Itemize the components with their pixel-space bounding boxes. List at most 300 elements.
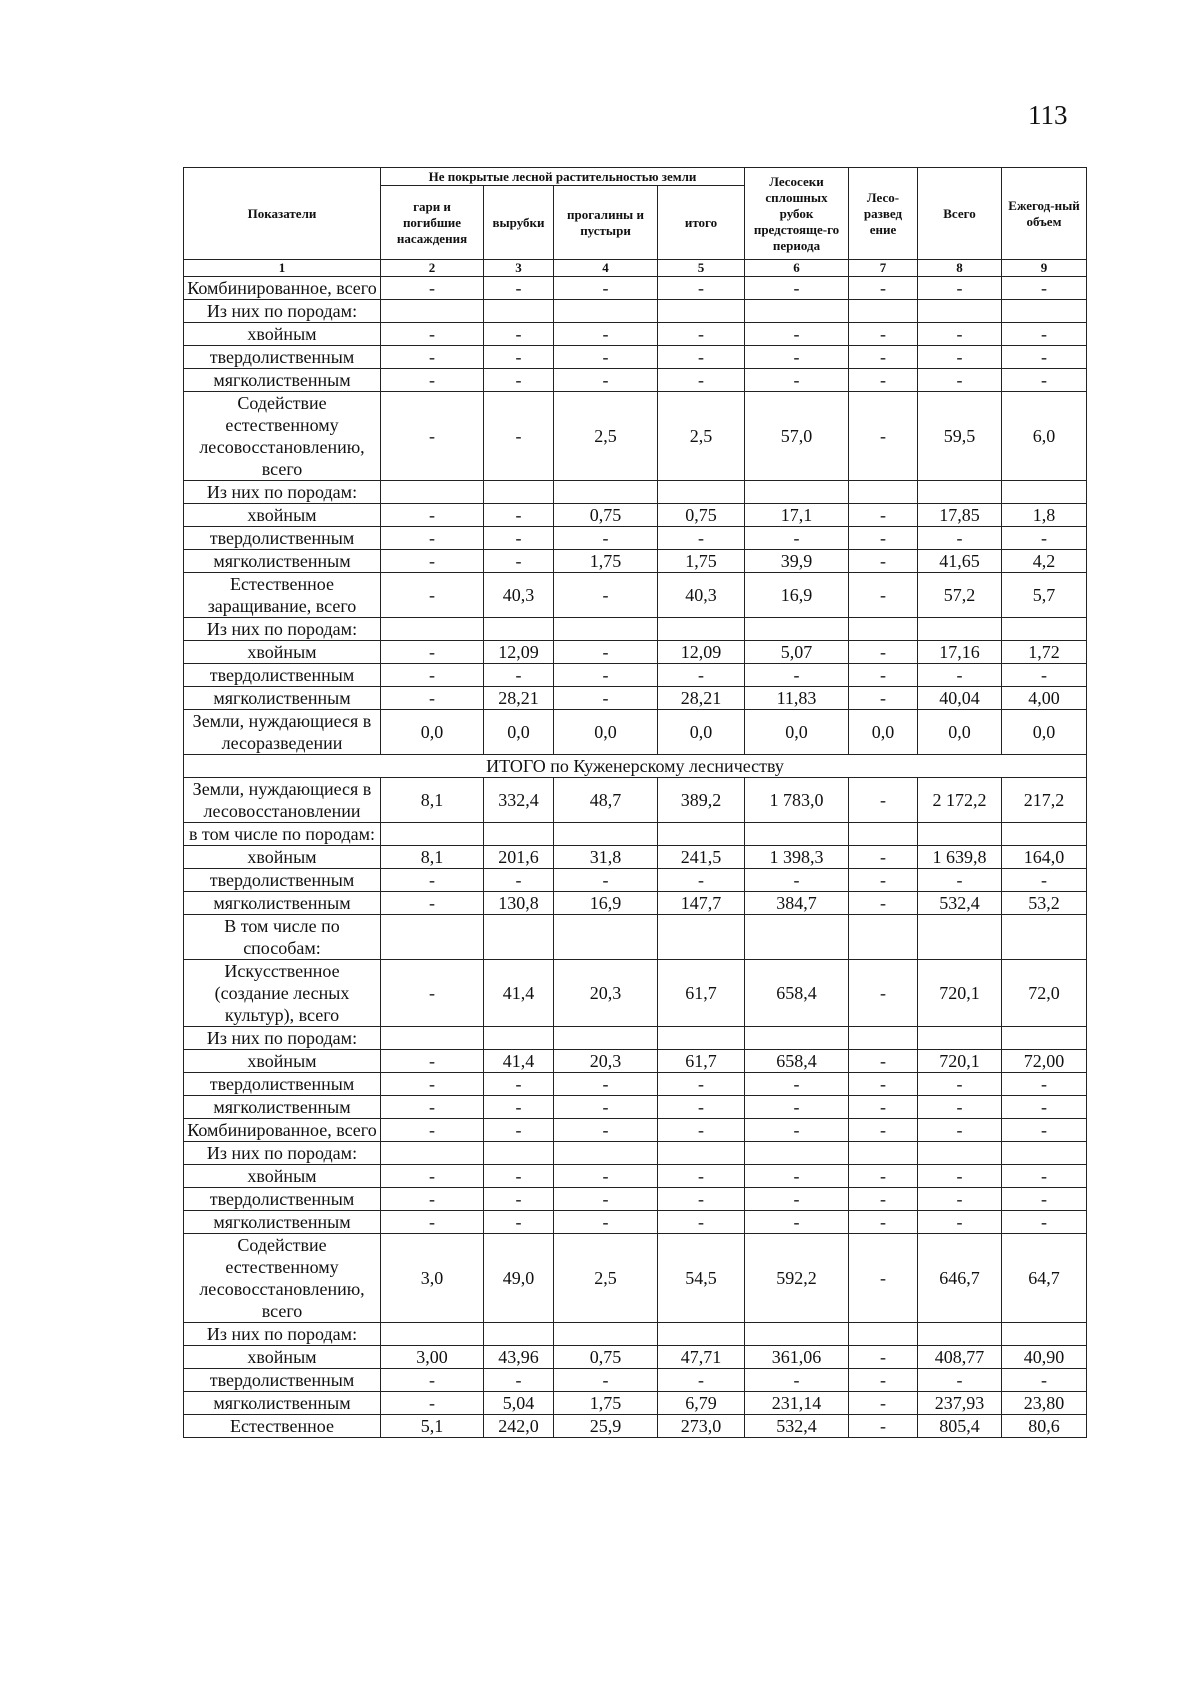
- table-cell: 5,07: [745, 641, 849, 664]
- row-label: хвойным: [184, 641, 381, 664]
- table-cell: 242,0: [484, 1415, 554, 1438]
- table-cell: -: [484, 527, 554, 550]
- table-cell: -: [1002, 1073, 1087, 1096]
- table-cell: 16,9: [745, 573, 849, 618]
- table-cell: 17,85: [918, 504, 1002, 527]
- table-row: [184, 618, 1087, 641]
- table-cell: [658, 300, 745, 323]
- table-cell: -: [918, 1369, 1002, 1392]
- table-cell: 17,1: [745, 504, 849, 527]
- row-label: мягколиственным: [184, 369, 381, 392]
- table-cell: 0,0: [381, 710, 484, 755]
- row-label: хвойным: [184, 323, 381, 346]
- table-cell: -: [554, 277, 658, 300]
- table-cell: -: [554, 1073, 658, 1096]
- table-row: [184, 778, 1087, 823]
- table-cell: 5,7: [1002, 573, 1087, 618]
- row-label: хвойным: [184, 1050, 381, 1073]
- table-cell: [381, 1142, 484, 1165]
- table-cell: 16,9: [554, 892, 658, 915]
- table-cell: -: [554, 1188, 658, 1211]
- table-cell: -: [745, 346, 849, 369]
- table-cell: -: [658, 346, 745, 369]
- table-cell: 0,0: [554, 710, 658, 755]
- table-cell: -: [849, 1188, 918, 1211]
- row-label: твердолиственным: [184, 664, 381, 687]
- table-cell: 28,21: [484, 687, 554, 710]
- table-cell: -: [658, 869, 745, 892]
- table-cell: 11,83: [745, 687, 849, 710]
- row-label: Содействие естественному лесовосстановлению, всего: [184, 1234, 381, 1323]
- table-cell: 1 398,3: [745, 846, 849, 869]
- table-cell: [1002, 481, 1087, 504]
- table-cell: [381, 823, 484, 846]
- table-cell: -: [849, 1211, 918, 1234]
- table-cell: -: [381, 550, 484, 573]
- table-cell: -: [658, 1073, 745, 1096]
- table-cell: -: [849, 369, 918, 392]
- table-cell: [918, 481, 1002, 504]
- table-row: [184, 892, 1087, 915]
- row-label: Естественное: [184, 1415, 381, 1438]
- table-row: [184, 1073, 1087, 1096]
- table-cell: 53,2: [1002, 892, 1087, 915]
- table-cell: 1,75: [554, 550, 658, 573]
- table-cell: -: [918, 1096, 1002, 1119]
- table-row: [184, 1392, 1087, 1415]
- table-cell: -: [918, 1188, 1002, 1211]
- table-cell: [484, 1027, 554, 1050]
- table-cell: -: [918, 664, 1002, 687]
- row-label: мягколиственным: [184, 687, 381, 710]
- table-cell: -: [484, 323, 554, 346]
- table-cell: 0,0: [658, 710, 745, 755]
- column-number: 1: [184, 260, 381, 277]
- table-cell: -: [849, 1119, 918, 1142]
- table-cell: -: [849, 550, 918, 573]
- table-cell: -: [849, 527, 918, 550]
- column-number: 2: [381, 260, 484, 277]
- table-cell: 592,2: [745, 1234, 849, 1323]
- table-cell: [658, 1323, 745, 1346]
- table-cell: -: [381, 1096, 484, 1119]
- table-cell: -: [381, 869, 484, 892]
- table-cell: [484, 1142, 554, 1165]
- table-cell: [484, 618, 554, 641]
- table-cell: [554, 300, 658, 323]
- table-cell: -: [849, 573, 918, 618]
- table-row: [184, 1027, 1087, 1050]
- table-cell: 48,7: [554, 778, 658, 823]
- table-row: [184, 846, 1087, 869]
- table-cell: -: [381, 892, 484, 915]
- table-row: [184, 869, 1087, 892]
- table-cell: 3,0: [381, 1234, 484, 1323]
- table-row: [184, 504, 1087, 527]
- table-cell: [849, 481, 918, 504]
- table-cell: -: [1002, 527, 1087, 550]
- row-label: Земли, нуждающиеся в лесоразведении: [184, 710, 381, 755]
- table-cell: -: [1002, 1119, 1087, 1142]
- table-cell: -: [849, 323, 918, 346]
- table-cell: -: [1002, 1188, 1087, 1211]
- row-label: В том числе по способам:: [184, 915, 381, 960]
- column-number: 3: [484, 260, 554, 277]
- table-cell: -: [1002, 369, 1087, 392]
- table-cell: -: [381, 323, 484, 346]
- table-cell: 0,0: [484, 710, 554, 755]
- table-cell: 1,75: [658, 550, 745, 573]
- table-cell: [484, 481, 554, 504]
- table-cell: 201,6: [484, 846, 554, 869]
- table-cell: 389,2: [658, 778, 745, 823]
- table-cell: 532,4: [918, 892, 1002, 915]
- table-cell: -: [849, 641, 918, 664]
- table-cell: [484, 1323, 554, 1346]
- table-cell: -: [745, 323, 849, 346]
- table-cell: -: [1002, 869, 1087, 892]
- header-clearings: вырубки: [484, 186, 554, 260]
- table-cell: -: [554, 1369, 658, 1392]
- table-cell: [554, 823, 658, 846]
- table-row: [184, 710, 1087, 755]
- table-row: [184, 369, 1087, 392]
- table-cell: -: [918, 1119, 1002, 1142]
- table-cell: -: [484, 1119, 554, 1142]
- table-cell: 41,65: [918, 550, 1002, 573]
- table-cell: -: [1002, 1369, 1087, 1392]
- table-cell: 217,2: [1002, 778, 1087, 823]
- table-cell: -: [381, 392, 484, 481]
- table-row: [184, 1165, 1087, 1188]
- table-row: [184, 960, 1087, 1027]
- table-cell: 57,0: [745, 392, 849, 481]
- table-cell: [658, 618, 745, 641]
- header-afforestation: Лесо-развед ение: [849, 168, 918, 260]
- table-cell: 720,1: [918, 1050, 1002, 1073]
- table-cell: -: [849, 1415, 918, 1438]
- table-cell: -: [918, 869, 1002, 892]
- table-cell: 20,3: [554, 960, 658, 1027]
- table-cell: 0,75: [554, 504, 658, 527]
- table-cell: [745, 915, 849, 960]
- row-label: мягколиственным: [184, 1096, 381, 1119]
- table-cell: [554, 1027, 658, 1050]
- column-number: 9: [1002, 260, 1087, 277]
- table-cell: 12,09: [484, 641, 554, 664]
- table-cell: -: [381, 527, 484, 550]
- row-label: твердолиственным: [184, 1073, 381, 1096]
- header-indicators: Показатели: [184, 168, 381, 260]
- row-label: хвойным: [184, 504, 381, 527]
- table-cell: 23,80: [1002, 1392, 1087, 1415]
- table-row: [184, 1188, 1087, 1211]
- table-cell: -: [658, 1211, 745, 1234]
- table-cell: [745, 300, 849, 323]
- table-cell: [745, 618, 849, 641]
- table-cell: 5,1: [381, 1415, 484, 1438]
- table-cell: -: [381, 664, 484, 687]
- table-cell: [554, 1142, 658, 1165]
- table-row: [184, 573, 1087, 618]
- row-label: хвойным: [184, 1346, 381, 1369]
- table-cell: [658, 915, 745, 960]
- table-row: [184, 1119, 1087, 1142]
- table-cell: -: [484, 550, 554, 573]
- table-cell: 61,7: [658, 1050, 745, 1073]
- row-label: Из них по породам:: [184, 1027, 381, 1050]
- table-cell: -: [918, 1165, 1002, 1188]
- row-label: мягколиственным: [184, 1211, 381, 1234]
- table-cell: -: [658, 527, 745, 550]
- table-cell: 0,0: [745, 710, 849, 755]
- table-cell: -: [1002, 1096, 1087, 1119]
- table-cell: [381, 300, 484, 323]
- table-cell: -: [849, 277, 918, 300]
- table-cell: -: [849, 687, 918, 710]
- table-cell: -: [745, 1165, 849, 1188]
- table-cell: 237,93: [918, 1392, 1002, 1415]
- table-cell: -: [554, 1211, 658, 1234]
- table-cell: 28,21: [658, 687, 745, 710]
- row-label: Из них по породам:: [184, 300, 381, 323]
- table-cell: 2,5: [554, 1234, 658, 1323]
- row-label: Земли, нуждающиеся в лесовосстановлении: [184, 778, 381, 823]
- row-label: Комбинированное, всего: [184, 1119, 381, 1142]
- table-cell: -: [484, 392, 554, 481]
- table-row: [184, 550, 1087, 573]
- header-glades: прогалины и пустыри: [554, 186, 658, 260]
- table-cell: 6,0: [1002, 392, 1087, 481]
- table-cell: -: [554, 641, 658, 664]
- table-cell: [745, 1027, 849, 1050]
- table-cell: -: [658, 1096, 745, 1119]
- table-cell: -: [849, 1096, 918, 1119]
- table-cell: [918, 618, 1002, 641]
- table-cell: [381, 1027, 484, 1050]
- table-cell: -: [849, 1392, 918, 1415]
- table-cell: -: [849, 504, 918, 527]
- table-cell: -: [554, 573, 658, 618]
- section-row: [184, 755, 1087, 778]
- table-cell: -: [381, 1050, 484, 1073]
- table-body: [184, 277, 1087, 1438]
- table-cell: -: [849, 892, 918, 915]
- table-cell: 0,0: [849, 710, 918, 755]
- table-cell: 40,3: [658, 573, 745, 618]
- table-cell: -: [554, 687, 658, 710]
- row-label: Естественное заращивание, всего: [184, 573, 381, 618]
- table-cell: -: [918, 346, 1002, 369]
- table-cell: -: [1002, 277, 1087, 300]
- table-cell: -: [381, 573, 484, 618]
- table-cell: -: [381, 1165, 484, 1188]
- table-cell: 1,72: [1002, 641, 1087, 664]
- table-cell: -: [554, 346, 658, 369]
- table-cell: 0,0: [1002, 710, 1087, 755]
- table-cell: -: [381, 1392, 484, 1415]
- table-cell: 2,5: [658, 392, 745, 481]
- table-cell: [918, 1027, 1002, 1050]
- table-cell: [1002, 1027, 1087, 1050]
- table-cell: -: [849, 1346, 918, 1369]
- table-row: [184, 323, 1087, 346]
- table-cell: [849, 1027, 918, 1050]
- table-cell: 0,0: [918, 710, 1002, 755]
- table-cell: -: [381, 1211, 484, 1234]
- table-cell: 20,3: [554, 1050, 658, 1073]
- table-cell: 0,75: [658, 504, 745, 527]
- table-cell: [1002, 915, 1087, 960]
- table-cell: 72,00: [1002, 1050, 1087, 1073]
- table-row: [184, 481, 1087, 504]
- table-cell: -: [918, 1073, 1002, 1096]
- table-cell: [918, 1323, 1002, 1346]
- table-cell: -: [918, 323, 1002, 346]
- table-cell: 39,9: [745, 550, 849, 573]
- table-cell: 57,2: [918, 573, 1002, 618]
- table-cell: -: [658, 664, 745, 687]
- header-subtotal: итого: [658, 186, 745, 260]
- table-cell: -: [849, 1369, 918, 1392]
- table-row: [184, 527, 1087, 550]
- row-label: твердолиственным: [184, 1369, 381, 1392]
- table-cell: -: [849, 392, 918, 481]
- table-cell: 241,5: [658, 846, 745, 869]
- table-cell: 43,96: [484, 1346, 554, 1369]
- table-cell: -: [554, 369, 658, 392]
- table-cell: 8,1: [381, 778, 484, 823]
- table-row: [184, 687, 1087, 710]
- section-title: ИТОГО по Куженерскому лесничеству: [184, 755, 1087, 778]
- table-cell: [849, 915, 918, 960]
- column-number: 8: [918, 260, 1002, 277]
- table-cell: -: [554, 323, 658, 346]
- table-cell: -: [484, 1369, 554, 1392]
- table-cell: -: [658, 1369, 745, 1392]
- table-cell: 720,1: [918, 960, 1002, 1027]
- row-label: мягколиственным: [184, 1392, 381, 1415]
- table-row: [184, 1096, 1087, 1119]
- table-cell: -: [381, 346, 484, 369]
- table-cell: [918, 915, 1002, 960]
- header-annual-volume: Ежегод-ный объем: [1002, 168, 1087, 260]
- table-cell: 2 172,2: [918, 778, 1002, 823]
- row-label: мягколиственным: [184, 892, 381, 915]
- table-cell: 1 783,0: [745, 778, 849, 823]
- table-cell: -: [849, 346, 918, 369]
- table-cell: -: [658, 1165, 745, 1188]
- table-cell: 658,4: [745, 960, 849, 1027]
- table-cell: [745, 823, 849, 846]
- table-cell: [554, 481, 658, 504]
- table-cell: -: [918, 369, 1002, 392]
- table-cell: 130,8: [484, 892, 554, 915]
- table-cell: -: [554, 1165, 658, 1188]
- table-cell: 47,71: [658, 1346, 745, 1369]
- table-cell: 12,09: [658, 641, 745, 664]
- table-cell: [849, 823, 918, 846]
- row-label: твердолиственным: [184, 527, 381, 550]
- table-row: [184, 915, 1087, 960]
- table-cell: -: [554, 1096, 658, 1119]
- table-cell: -: [918, 1211, 1002, 1234]
- table-cell: -: [484, 1211, 554, 1234]
- table-cell: [554, 1323, 658, 1346]
- table-row: [184, 1323, 1087, 1346]
- table-cell: -: [484, 346, 554, 369]
- table-row: [184, 664, 1087, 687]
- table-cell: [658, 1142, 745, 1165]
- table-cell: -: [745, 369, 849, 392]
- table-cell: [849, 618, 918, 641]
- table-cell: -: [745, 527, 849, 550]
- table-cell: -: [849, 1234, 918, 1323]
- row-label: Из них по породам:: [184, 1142, 381, 1165]
- row-label: Комбинированное, всего: [184, 277, 381, 300]
- table-cell: 31,8: [554, 846, 658, 869]
- table-cell: 6,79: [658, 1392, 745, 1415]
- table-cell: [745, 1323, 849, 1346]
- table-cell: -: [658, 323, 745, 346]
- table-cell: -: [745, 1188, 849, 1211]
- table-cell: -: [484, 664, 554, 687]
- table-cell: -: [849, 1050, 918, 1073]
- table-cell: 5,04: [484, 1392, 554, 1415]
- table-cell: -: [745, 1073, 849, 1096]
- table-cell: 361,06: [745, 1346, 849, 1369]
- table-cell: -: [745, 1211, 849, 1234]
- row-label: хвойным: [184, 1165, 381, 1188]
- table-cell: 164,0: [1002, 846, 1087, 869]
- header-unforested-group: Не покрытые лесной растительностью земли: [381, 168, 745, 186]
- row-label: Содействие естественному лесовосстановлению, всего: [184, 392, 381, 481]
- page-number: 113: [1028, 100, 1068, 130]
- table-cell: [658, 1027, 745, 1050]
- table-cell: [1002, 618, 1087, 641]
- column-number: 4: [554, 260, 658, 277]
- table-cell: 40,90: [1002, 1346, 1087, 1369]
- table-cell: 4,00: [1002, 687, 1087, 710]
- header-total: Всего: [918, 168, 1002, 260]
- table-cell: 4,2: [1002, 550, 1087, 573]
- row-label: твердолиственным: [184, 869, 381, 892]
- table-cell: -: [849, 846, 918, 869]
- table-cell: 40,3: [484, 573, 554, 618]
- table-cell: 49,0: [484, 1234, 554, 1323]
- table-cell: -: [658, 1188, 745, 1211]
- table-cell: [381, 481, 484, 504]
- header-burned: гари и погибшие насаждения: [381, 186, 484, 260]
- table-cell: -: [381, 504, 484, 527]
- table-cell: 384,7: [745, 892, 849, 915]
- table-cell: 3,00: [381, 1346, 484, 1369]
- table-cell: [918, 823, 1002, 846]
- table-cell: 1,75: [554, 1392, 658, 1415]
- table-row: [184, 641, 1087, 664]
- table-cell: 41,4: [484, 1050, 554, 1073]
- table-cell: -: [484, 369, 554, 392]
- table-cell: 646,7: [918, 1234, 1002, 1323]
- table-cell: 332,4: [484, 778, 554, 823]
- table-cell: 59,5: [918, 392, 1002, 481]
- table-row: [184, 346, 1087, 369]
- column-number: 6: [745, 260, 849, 277]
- row-label: Искусственное (создание лесных культур), всего: [184, 960, 381, 1027]
- column-number: 5: [658, 260, 745, 277]
- table-row: [184, 1050, 1087, 1073]
- table-row: [184, 277, 1087, 300]
